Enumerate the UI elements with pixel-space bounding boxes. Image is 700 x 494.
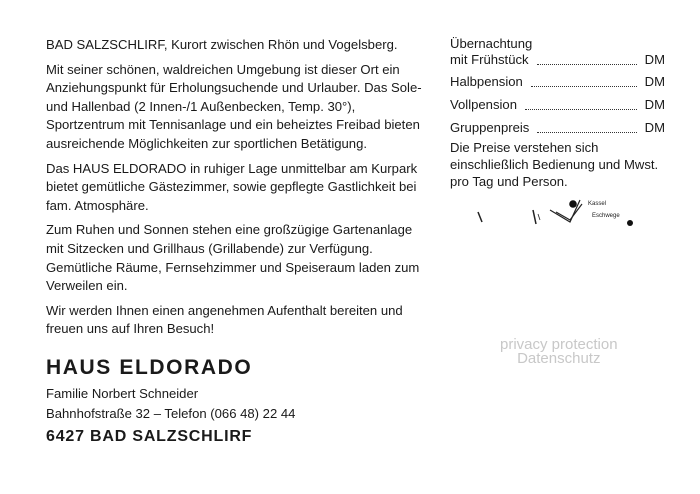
price-label: Gruppenpreis (450, 120, 530, 135)
address-phone: Bahnhofstraße 32 – Telefon (066 48) 22 44 (46, 406, 296, 421)
price-row-breakfast (450, 36, 665, 68)
map-road-1 (478, 212, 482, 222)
description-text (46, 36, 426, 345)
location-map-sketch (470, 190, 645, 235)
family-name: Familie Norbert Schneider (46, 386, 199, 401)
dotted-leader (525, 99, 637, 110)
price-row-group (450, 120, 665, 136)
map-road-2 (533, 210, 536, 224)
house-paragraph: Das HAUS ELDORADO in ruhiger Lage unmittelbar am Kurpark bietet gemütliche Gästezimmer, sowie gepflegte Gastlichkeit bei fam. Atmosphäre. (46, 160, 418, 213)
map-destination-dot (627, 220, 633, 226)
currency: DM (644, 120, 665, 135)
dotted-leader (531, 76, 637, 87)
map-label-eschwege: Eschwege (592, 213, 620, 219)
price-note: Die Preise verstehen sich einschließlich Bedienung und Mwst. pro Tag und Person. (450, 140, 659, 189)
map-road-3 (538, 214, 540, 220)
price-label-line1: Übernachtung (450, 36, 533, 51)
map-label-kassel: Kassel (588, 201, 607, 207)
price-row-fullboard (450, 97, 665, 113)
currency: DM (644, 74, 665, 89)
dotted-leader (537, 54, 637, 65)
map-road-5 (556, 204, 582, 220)
watermark-line1: privacy protection (500, 336, 618, 353)
garden-paragraph: Zum Ruhen und Sonnen stehen eine großzügige Gartenanlage mit Sitzecken und Grillhaus (Grillabende) zur Verfügung. Gemütliche Räume, Fernsehzimmer und Speiseraum laden zum Verweilen ein. (46, 222, 420, 294)
intro-paragraph: BAD SALZSCHLIRF, Kurort zwischen Rhön und Vogelsberg. (46, 37, 398, 52)
price-label: Vollpension (450, 97, 517, 112)
price-label: Halbpension (450, 74, 523, 89)
price-row-halfboard (450, 74, 665, 90)
house-name: HAUS ELDORADO (46, 356, 253, 379)
city-postcode: 6427 BAD SALZSCHLIRF (46, 428, 253, 445)
currency: DM (644, 52, 665, 67)
price-label: mit Frühstück (450, 52, 529, 67)
privacy-watermark (500, 338, 618, 366)
map-location-dot (569, 200, 577, 208)
watermark-line2: Datenschutz (517, 350, 601, 367)
closing-paragraph: Wir werden Ihnen einen angenehmen Aufenthalt bereiten und freuen uns auf Ihren Besuch! (46, 302, 403, 337)
dotted-leader (537, 122, 636, 133)
currency: DM (644, 97, 665, 112)
surroundings-paragraph: Mit seiner schönen, waldreichen Umgebung ist dieser Ort ein Anziehungspunkt für Erholungsuchende und Urlauber. Das Sole- und Hallenbad (2 Innen-/1 Außenbecken, Temp. 30°), Sportzentrum mit Tennisanlage und ein beheiztes Freibad bieten ausreichende Möglichkeiten zur sportlichen Betätigung. (46, 61, 422, 151)
